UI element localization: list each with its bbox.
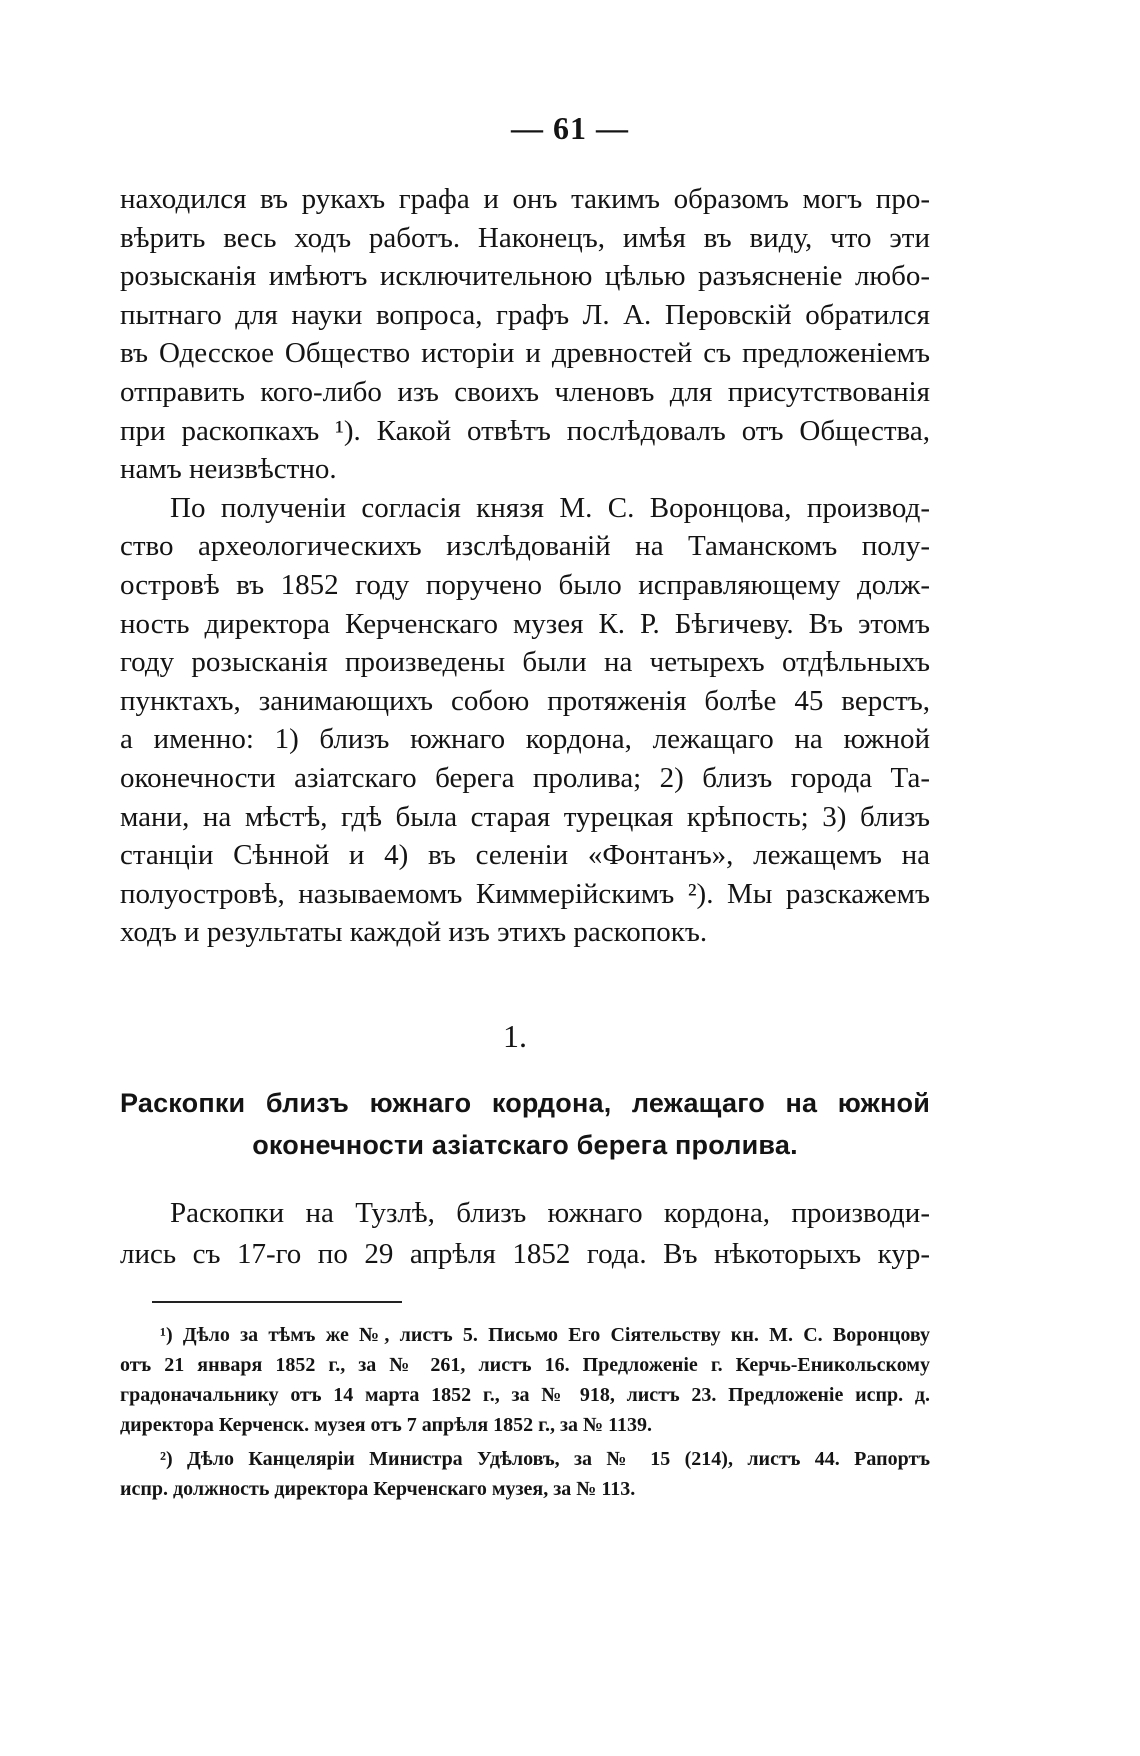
text-line: станціи Сѣнной и 4) въ селеніи «Фонтанъ», лежащемъ на [120, 839, 930, 872]
section-title-line: Раскопки близъ южнаго кордона, лежащаго на южной [120, 1088, 930, 1118]
text-line: а именно: 1) близъ южнаго кордона, лежащаго на южной [120, 723, 930, 756]
footnotes [120, 1320, 930, 1504]
footnote-line: испр. должность директора Керченскаго музея, за № 113. [120, 1478, 636, 1500]
footnote-1 [120, 1320, 930, 1440]
text-line: лись съ 17-го по 29 апрѣля 1852 года. Въ нѣкоторыхъ кур- [120, 1238, 930, 1270]
text-line: ство археологическихъ изслѣдованій на Таманскомъ полу- [120, 530, 930, 563]
text-line: Раскопки на Тузлѣ, близъ южнаго кордона, производи- [170, 1197, 930, 1229]
text-line: розысканія имѣютъ исключительною цѣлью разъясненіе любо- [120, 260, 930, 293]
footnote-line: директора Керченск. музея отъ 7 апрѣля 1852 г., за № 1139. [120, 1414, 653, 1436]
section-number: 1. [503, 1018, 527, 1054]
text-line: ность директора Керченскаго музея К. Р. Бѣгичеву. Въ этомъ [120, 607, 930, 640]
text-line: полуостровѣ, называемомъ Киммерійскимъ ²). Мы разскажемъ [120, 877, 930, 910]
footnote-line: отъ 21 января 1852 г., за № 261, листъ 16. Предложеніе г. Керчь-Еникольскому [120, 1354, 930, 1376]
page-number: — 61 — [511, 110, 629, 146]
text-line: ходъ и результаты каждой изъ этихъ раскопокъ. [120, 916, 708, 949]
text-line: при раскопкахъ ¹). Какой отвѣтъ послѣдовалъ отъ Общества, [120, 414, 930, 447]
text-line: оконечности азіатскаго берега пролива; 2) близъ города Та- [120, 761, 930, 794]
text-line: намъ неизвѣстно. [120, 453, 337, 486]
section-paragraph [120, 1193, 930, 1275]
text-line: вѣрить весь ходъ работъ. Наконецъ, имѣя въ виду, что эти [120, 221, 930, 254]
text-line: находился въ рукахъ графа и онъ такимъ образомъ могъ про- [120, 183, 930, 215]
footnote-2 [120, 1444, 930, 1504]
section-title-line: оконечности азіатскаго берега пролива. [252, 1130, 798, 1160]
footnote-line: ¹) Дѣло за тѣмъ же №, листъ 5. Письмо Его Сіятельству кн. М. С. Воронцову [160, 1324, 930, 1346]
text-line: пытнаго для науки вопроса, графъ Л. А. Перовскій обратился [120, 298, 930, 331]
section-title [120, 1082, 930, 1166]
footnote-line: градоначальнику отъ 14 марта 1852 г., за № 918, листъ 23. Предложеніе испр. д. [120, 1384, 930, 1406]
text-line: въ Одесское Общество исторіи и древностей съ предложеніемъ [120, 337, 930, 370]
text-line: пунктахъ, занимающихъ собою протяженія болѣе 45 верстъ, [120, 684, 930, 717]
footnote-line: ²) Дѣло Канцеляріи Министра Удѣловъ, за № 15 (214), листъ 44. Рапортъ [160, 1448, 930, 1470]
text-line: По полученіи согласія князя М. С. Воронцова, производ- [170, 491, 930, 524]
paragraph-2 [120, 489, 930, 952]
footnote-divider [152, 1301, 402, 1303]
text-line: году розысканія произведены были на четырехъ отдѣльныхъ [120, 646, 930, 679]
text-line: островѣ въ 1852 году поручено было исправляющему долж- [120, 568, 930, 601]
text-line: мани, на мѣстѣ, гдѣ была старая турецкая крѣпость; 3) близъ [120, 800, 930, 833]
paragraph-1 [120, 180, 930, 489]
text-line: отправить кого-либо изъ своихъ членовъ для присутствованія [120, 375, 930, 408]
body-text [120, 180, 930, 952]
